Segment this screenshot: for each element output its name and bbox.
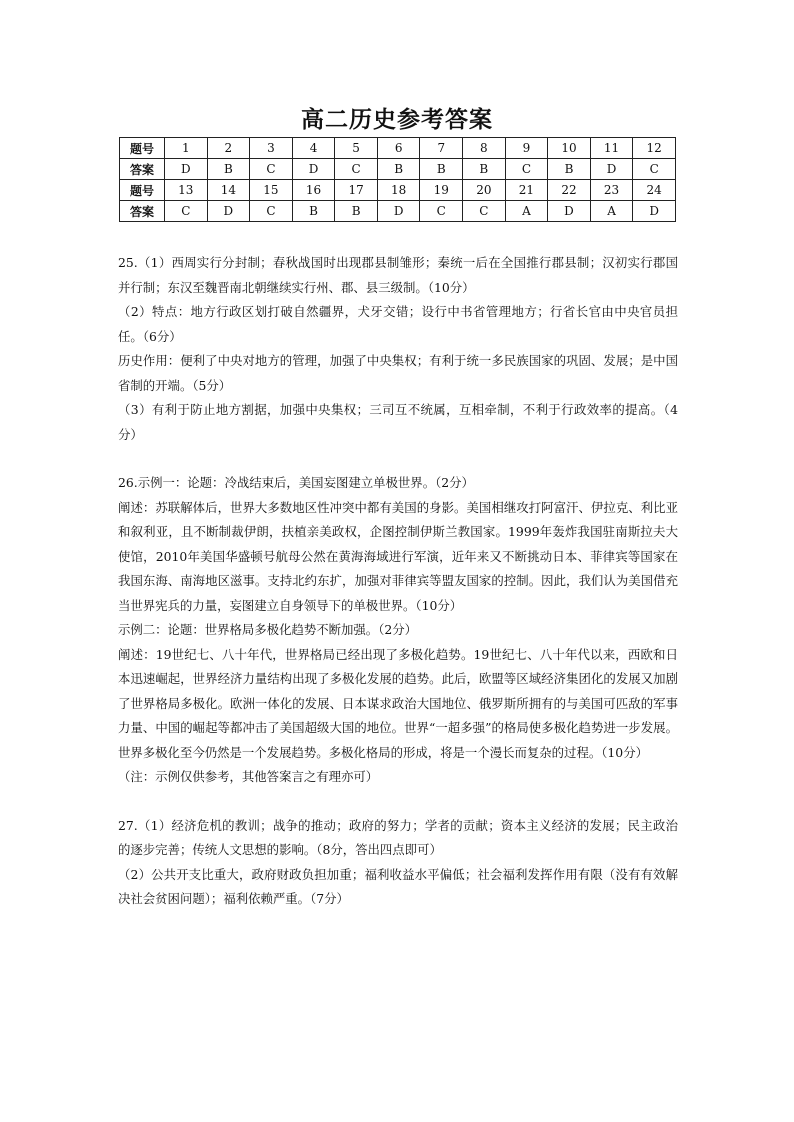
question-25-answer	[118, 251, 678, 447]
answer-cell: C	[250, 159, 293, 180]
paragraph: 阐述：苏联解体后，世界大多数地区性冲突中都有美国的身影。美国相继攻打阿富汗、伊拉克、利比亚和叙利亚，且不断制裁伊朗，扶植亲美政权，企图控制伊斯兰教国家。1999年轰炸我国驻南斯拉夫大使馆，2010年美国华盛顿号航母公然在黄海海域进行军演，近年来又不断挑动日本、菲律宾等国家在我国东海、南海地区滋事。支持北约东扩，加强对菲律宾等盟友国家的控制。因此，我们认为美国借充当世界宪兵的力量，妄图建立自身领导下的单极世界。（10分）	[118, 499, 678, 613]
question-number: 8	[463, 138, 506, 159]
table-row	[120, 159, 676, 180]
answer-cell: C	[420, 201, 463, 222]
answer-cell: B	[463, 159, 506, 180]
question-number: 16	[292, 180, 335, 201]
paragraph: （3）有利于防止地方割据，加强中央集权；三司互不统属，互相牵制，不利于行政效率的提高。（4分）	[118, 402, 678, 442]
answer-cell: B	[548, 159, 591, 180]
question-number: 5	[335, 138, 378, 159]
answer-cell: A	[505, 201, 548, 222]
answer-cell: D	[207, 201, 250, 222]
question-number: 2	[207, 138, 250, 159]
question-number: 10	[548, 138, 591, 159]
question-number: 18	[377, 180, 420, 201]
section-gap	[118, 447, 678, 471]
row-label-number: 题号	[120, 138, 165, 159]
question-number: 22	[548, 180, 591, 201]
question-number: 17	[335, 180, 378, 201]
answer-cell: D	[633, 201, 676, 222]
answer-cell: D	[377, 201, 420, 222]
question-number: 23	[590, 180, 633, 201]
question-number: 24	[633, 180, 676, 201]
paragraph: 27.（1）经济危机的教训；战争的推动；政府的努力；学者的贡献；资本主义经济的发展；民主政治的逐步完善；传统人文思想的影响。（8分，答出四点即可）	[118, 817, 678, 857]
paragraph: 25.（1）西周实行分封制；春秋战国时出现郡县制雏形；秦统一后在全国推行郡县制；汉初实行郡国并行制；东汉至魏晋南北朝继续实行州、郡、县三级制。（10分）	[118, 255, 678, 295]
row-label-answer: 答案	[120, 201, 165, 222]
question-number: 14	[207, 180, 250, 201]
section-gap	[118, 790, 678, 814]
question-number: 4	[292, 138, 335, 159]
answer-cell: C	[463, 201, 506, 222]
answer-cell: D	[165, 159, 208, 180]
question-number: 15	[250, 180, 293, 201]
paragraph: （2）公共开支比重大，政府财政负担加重；福利收益水平偏低；社会福利发挥作用有限（没有有效解决社会贫困问题）；福利依赖严重。（7分）	[118, 866, 678, 906]
table-row	[120, 138, 676, 159]
answer-cell: C	[633, 159, 676, 180]
answer-table	[119, 137, 676, 222]
paragraph: 历史作用：便利了中央对地方的管理，加强了中央集权；有利于统一多民族国家的巩固、发展；是中国省制的开端。（5分）	[118, 353, 678, 393]
page-title: 高二历史参考答案	[301, 107, 493, 133]
answer-cell: B	[292, 201, 335, 222]
question-number: 19	[420, 180, 463, 201]
question-number: 11	[590, 138, 633, 159]
answer-cell: C	[505, 159, 548, 180]
paragraph: 26.示例一：论题：冷战结束后，美国妄图建立单极世界。（2分）	[118, 475, 474, 490]
question-number: 3	[250, 138, 293, 159]
paragraph: 阐述：19世纪七、八十年代，世界格局已经出现了多极化趋势。19世纪七、八十年代以来，西欧和日本迅速崛起，世界经济力量结构出现了多极化发展的趋势。此后，欧盟等区域经济集团化的发展又加剧了世界格局多极化。欧洲一体化的发展、日本谋求政治大国地位、俄罗斯所拥有的与美国可匹敌的军事力量、中国的崛起等都冲击了美国超级大国的地位。世界“一超多强”的格局使多极化趋势进一步发展。世界多极化至今仍然是一个发展趋势。多极化格局的形成，将是一个漫长而复杂的过程。（10分）	[118, 646, 678, 760]
answer-cell: D	[548, 201, 591, 222]
paragraph: 示例二：论题：世界格局多极化趋势不断加强。（2分）	[118, 622, 418, 637]
answer-cell: C	[250, 201, 293, 222]
question-number: 6	[377, 138, 420, 159]
row-label-answer: 答案	[120, 159, 165, 180]
question-number: 13	[165, 180, 208, 201]
answer-cell: B	[420, 159, 463, 180]
answer-cell: B	[377, 159, 420, 180]
answer-cell: B	[335, 201, 378, 222]
question-27-answer	[118, 814, 678, 912]
answer-cell: C	[165, 201, 208, 222]
answer-cell: D	[292, 159, 335, 180]
table-row	[120, 201, 676, 222]
question-26-answer	[118, 471, 678, 790]
answer-cell: A	[590, 201, 633, 222]
question-number: 20	[463, 180, 506, 201]
row-label-number: 题号	[120, 180, 165, 201]
question-number: 9	[505, 138, 548, 159]
answer-cell: D	[590, 159, 633, 180]
question-number: 12	[633, 138, 676, 159]
paragraph: （2）特点：地方行政区划打破自然疆界，犬牙交错；设行中书省管理地方；行省长官由中央官员担任。（6分）	[118, 304, 678, 344]
answer-content	[118, 251, 678, 912]
answer-cell: B	[207, 159, 250, 180]
question-number: 21	[505, 180, 548, 201]
question-number: 1	[165, 138, 208, 159]
question-number: 7	[420, 138, 463, 159]
note: （注：示例仅供参考，其他答案言之有理亦可）	[118, 769, 379, 784]
answer-cell: C	[335, 159, 378, 180]
table-row	[120, 180, 676, 201]
